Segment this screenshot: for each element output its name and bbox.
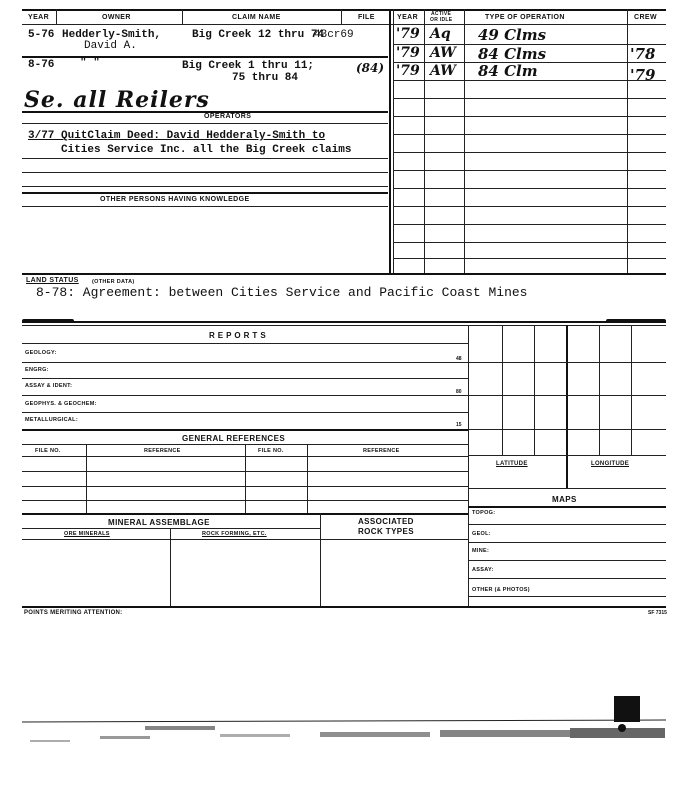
col-divider-main <box>389 9 391 275</box>
col-divider <box>182 9 183 25</box>
bottom-border <box>22 606 666 608</box>
report-geophys: GEOPHYS. & GEOCHEM: <box>25 401 97 407</box>
grid-line <box>468 395 666 396</box>
top-border <box>22 9 666 11</box>
col-divider <box>245 444 246 513</box>
ore-minerals-label: ORE MINERALS <box>64 531 110 537</box>
owner-row-2-owner: " " <box>80 57 100 69</box>
operators-line-2 <box>22 123 388 124</box>
maps-other: OTHER (& PHOTOS) <box>472 587 530 593</box>
header-active-idle: OR IDLE <box>430 17 453 23</box>
gen-ref-file-no: FILE NO. <box>35 448 61 454</box>
row-line <box>22 206 388 207</box>
op-row-3-crew: '79 <box>630 66 656 84</box>
row-line <box>22 378 468 379</box>
grid-line <box>468 488 666 489</box>
owner-row-1-claim: Big Creek 12 thru 74 <box>192 29 325 41</box>
grid-line <box>393 170 666 171</box>
points-meriting-attention: POINTS MERITING ATTENTION: <box>24 610 123 616</box>
owner-row-2-claim-2: 75 thru 84 <box>232 72 299 84</box>
report-geology-num: 48 <box>456 356 462 362</box>
form-number: SF 7315 <box>648 610 667 616</box>
header-year-2: YEAR <box>397 14 419 21</box>
grid-col <box>502 325 503 455</box>
gen-ref-reference: REFERENCE <box>144 448 181 454</box>
header-owner: OWNER <box>102 14 131 21</box>
handwritten-note: Se. all Reilers <box>24 87 210 113</box>
grid-line <box>468 506 666 508</box>
operators-line-2-text: Cities Service Inc. all the Big Creek claims <box>28 144 352 156</box>
col-divider <box>170 528 171 607</box>
longitude-label: LONGITUDE <box>591 461 630 467</box>
grid-line <box>393 134 666 135</box>
col-divider <box>627 9 628 275</box>
op-row-3-year: '79 <box>396 63 420 79</box>
row-line <box>22 172 388 173</box>
col-divider-main <box>393 9 394 275</box>
op-row-2-active: AW <box>430 45 456 61</box>
associated-rock-types-2: ROCK TYPES <box>358 527 415 536</box>
maps-assay: ASSAY: <box>472 567 494 573</box>
grid-line <box>393 188 666 189</box>
grid-line <box>393 224 666 225</box>
header-claim-name: CLAIM NAME <box>232 14 281 21</box>
col-divider <box>341 9 342 25</box>
owner-row-1-file: 43cr69 <box>314 29 354 41</box>
grid-line <box>468 362 666 363</box>
other-persons-label: OTHER PERSONS HAVING KNOWLEDGE <box>100 196 250 203</box>
row-line <box>22 395 468 396</box>
col-divider <box>424 9 425 275</box>
row-line <box>22 56 388 58</box>
grid-line <box>393 206 666 207</box>
header-crew: CREW <box>634 14 657 21</box>
grid-line <box>393 62 666 63</box>
grid-line <box>468 455 666 456</box>
report-metallurgical: METALLURGICAL: <box>25 417 78 423</box>
col-divider <box>464 9 465 275</box>
grid-line <box>393 116 666 117</box>
rock-forming-label: ROCK FORMING, ETC. <box>202 531 267 537</box>
grid-line <box>393 242 666 243</box>
grid-line <box>468 578 666 579</box>
owner-row-2-claim: Big Creek 1 thru 11; <box>182 60 315 72</box>
associated-rock-types: ASSOCIATED <box>358 517 414 526</box>
gen-ref-file-no-2: FILE NO. <box>258 448 284 454</box>
grid-line <box>468 524 666 525</box>
row-line <box>22 343 468 344</box>
grid-line <box>393 258 666 259</box>
row-line <box>22 158 388 159</box>
row-line <box>22 412 468 413</box>
grid-col <box>566 325 568 488</box>
header-line <box>22 24 666 25</box>
row-line <box>22 186 388 187</box>
header-year: YEAR <box>28 14 50 21</box>
latitude-label: LATITUDE <box>496 461 528 467</box>
owner-row-2-year: 8-76 <box>28 59 55 71</box>
operators-label: OPERATORS <box>204 113 252 120</box>
report-engrg: ENGRG: <box>25 367 49 373</box>
reports-top-border <box>22 321 666 323</box>
op-row-1-active: Aq <box>430 26 451 42</box>
scan-block <box>614 696 640 722</box>
maps-title: MAPS <box>552 495 577 504</box>
section-divider <box>22 273 666 275</box>
op-row-3-active: AW <box>430 63 456 79</box>
report-assay: ASSAY & IDENT: <box>25 383 73 389</box>
op-row-2-type: 84 Clms <box>478 45 547 63</box>
grid-line <box>393 44 666 45</box>
other-persons-line <box>22 192 388 194</box>
reports-title: R E P O R T S <box>209 331 267 340</box>
col-divider <box>307 444 308 513</box>
grid-line <box>393 80 666 81</box>
maps-mine: MINE: <box>472 548 490 554</box>
grid-col <box>599 325 600 455</box>
header-file: FILE <box>358 14 375 21</box>
op-row-3-type: 84 Clm <box>478 62 538 80</box>
grid-col <box>534 325 535 455</box>
op-row-1-type: 49 Clms <box>478 26 547 44</box>
reports-right-divider <box>468 325 469 607</box>
op-row-1-year: '79 <box>396 26 420 42</box>
row-line <box>22 362 468 363</box>
col-divider <box>320 513 321 607</box>
owner-row-1-owner-2: David A. <box>84 40 137 52</box>
row-line <box>22 539 468 540</box>
grid-line <box>468 560 666 561</box>
grid-line <box>468 596 666 597</box>
grid-col <box>631 325 632 455</box>
header-type-of-operation: TYPE OF OPERATION <box>485 14 565 21</box>
owner-row-2-file: (84) <box>356 61 385 75</box>
owner-row-1-year: 5-76 <box>28 29 55 41</box>
owner-row-1-owner: Hedderly-Smith, <box>62 29 162 41</box>
header-active: ACTIVE <box>431 11 452 17</box>
reports-top-border-2 <box>22 325 666 326</box>
land-status-label: LAND STATUS <box>26 277 79 284</box>
report-metallurgical-num: 15 <box>456 422 462 428</box>
maps-topog: TOPOG: <box>472 510 496 516</box>
land-status-text: 8-78: Agreement: between Cities Service and Pacific Coast Mines <box>36 285 528 300</box>
op-row-2-crew: '78 <box>630 45 656 63</box>
col-divider <box>56 9 57 25</box>
mineral-assemblage-title: MINERAL ASSEMBLAGE <box>108 518 210 527</box>
report-assay-num: 80 <box>456 389 462 395</box>
operators-line-1: 3/77 QuitClaim Deed: David Hedderaly-Smith to <box>28 130 326 142</box>
row-line <box>22 528 320 529</box>
general-references-title: GENERAL REFERENCES <box>182 434 286 443</box>
op-row-2-year: '79 <box>396 45 420 61</box>
grid-line <box>468 542 666 543</box>
grid-line <box>393 98 666 99</box>
row-line <box>22 429 468 431</box>
grid-line <box>468 429 666 430</box>
maps-geol: GEOL: <box>472 531 491 537</box>
row-line <box>22 513 468 515</box>
gen-ref-reference-2: REFERENCE <box>363 448 400 454</box>
scan-artifacts <box>0 650 678 800</box>
col-divider <box>86 444 87 513</box>
report-geology: GEOLOGY: <box>25 350 57 356</box>
grid-line <box>393 152 666 153</box>
land-status-sublabel: (OTHER DATA) <box>92 279 135 285</box>
